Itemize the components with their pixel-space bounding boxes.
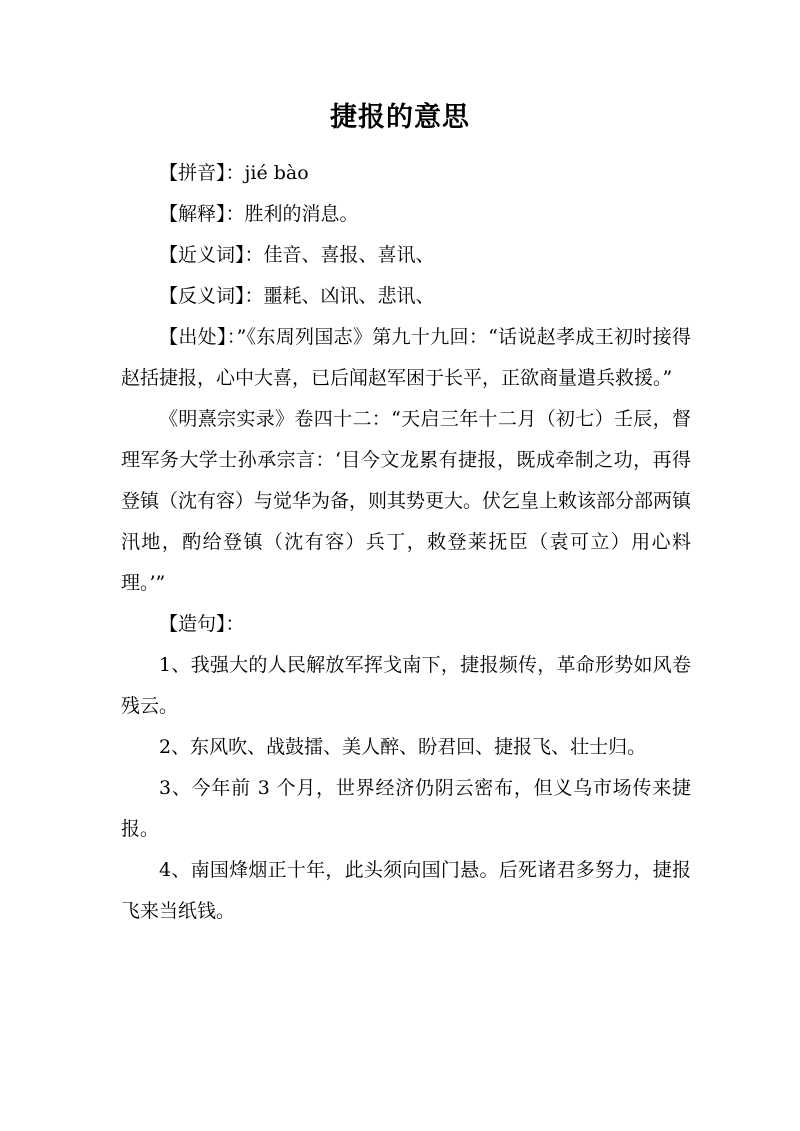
- example-sentence: 4、南国烽烟正十年，此头须向国门悬。后死诸君多努力，捷报飞来当纸钱。: [121, 859, 691, 922]
- explanation-line: 【解释】：胜利的消息。: [159, 203, 359, 225]
- pinyin-line: 【拼音】：jié bào: [159, 162, 309, 184]
- examples-heading: 【造句】：: [159, 613, 245, 635]
- example-sentence: 3、今年前 3 个月，世界经济仍阴云密布，但义乌市场传来捷报。: [121, 777, 691, 840]
- source-paragraph: 【出处】：”《东周列国志》第九十九回：“话说赵孝成王初时接得赵括捷报，心中大喜，已后闻赵军困于长平，正欲商量遣兵救援。”: [121, 326, 691, 389]
- antonyms-line: 【反义词】：噩耗、凶讯、悲讯、: [159, 285, 435, 307]
- synonyms-line: 【近义词】：佳音、喜报、喜讯、: [159, 244, 435, 266]
- example-sentence: 1、我强大的人民解放军挥戈南下，捷报频传，革命形势如风卷残云。: [121, 654, 691, 717]
- document-title: 捷报的意思: [330, 102, 470, 133]
- example-sentence: 2、东风吹、战鼓擂、美人醉、盼君回、捷报飞、壮士归。: [159, 736, 647, 758]
- document-body: [121, 153, 691, 932]
- source-paragraph-2: 《明熹宗实录》卷四十二：“天启三年十二月（初七）壬辰，督理军务大学士孙承宗言：‘目今文龙累有捷报，既成牵制之功，再得登镇（沈有容）与觉华为备，则其势更大。伏乞皇上敕该部分部两镇汛地，酌给登镇（沈有容）兵丁，敕登莱抚臣（袁可立）用心料理。’”: [121, 408, 692, 594]
